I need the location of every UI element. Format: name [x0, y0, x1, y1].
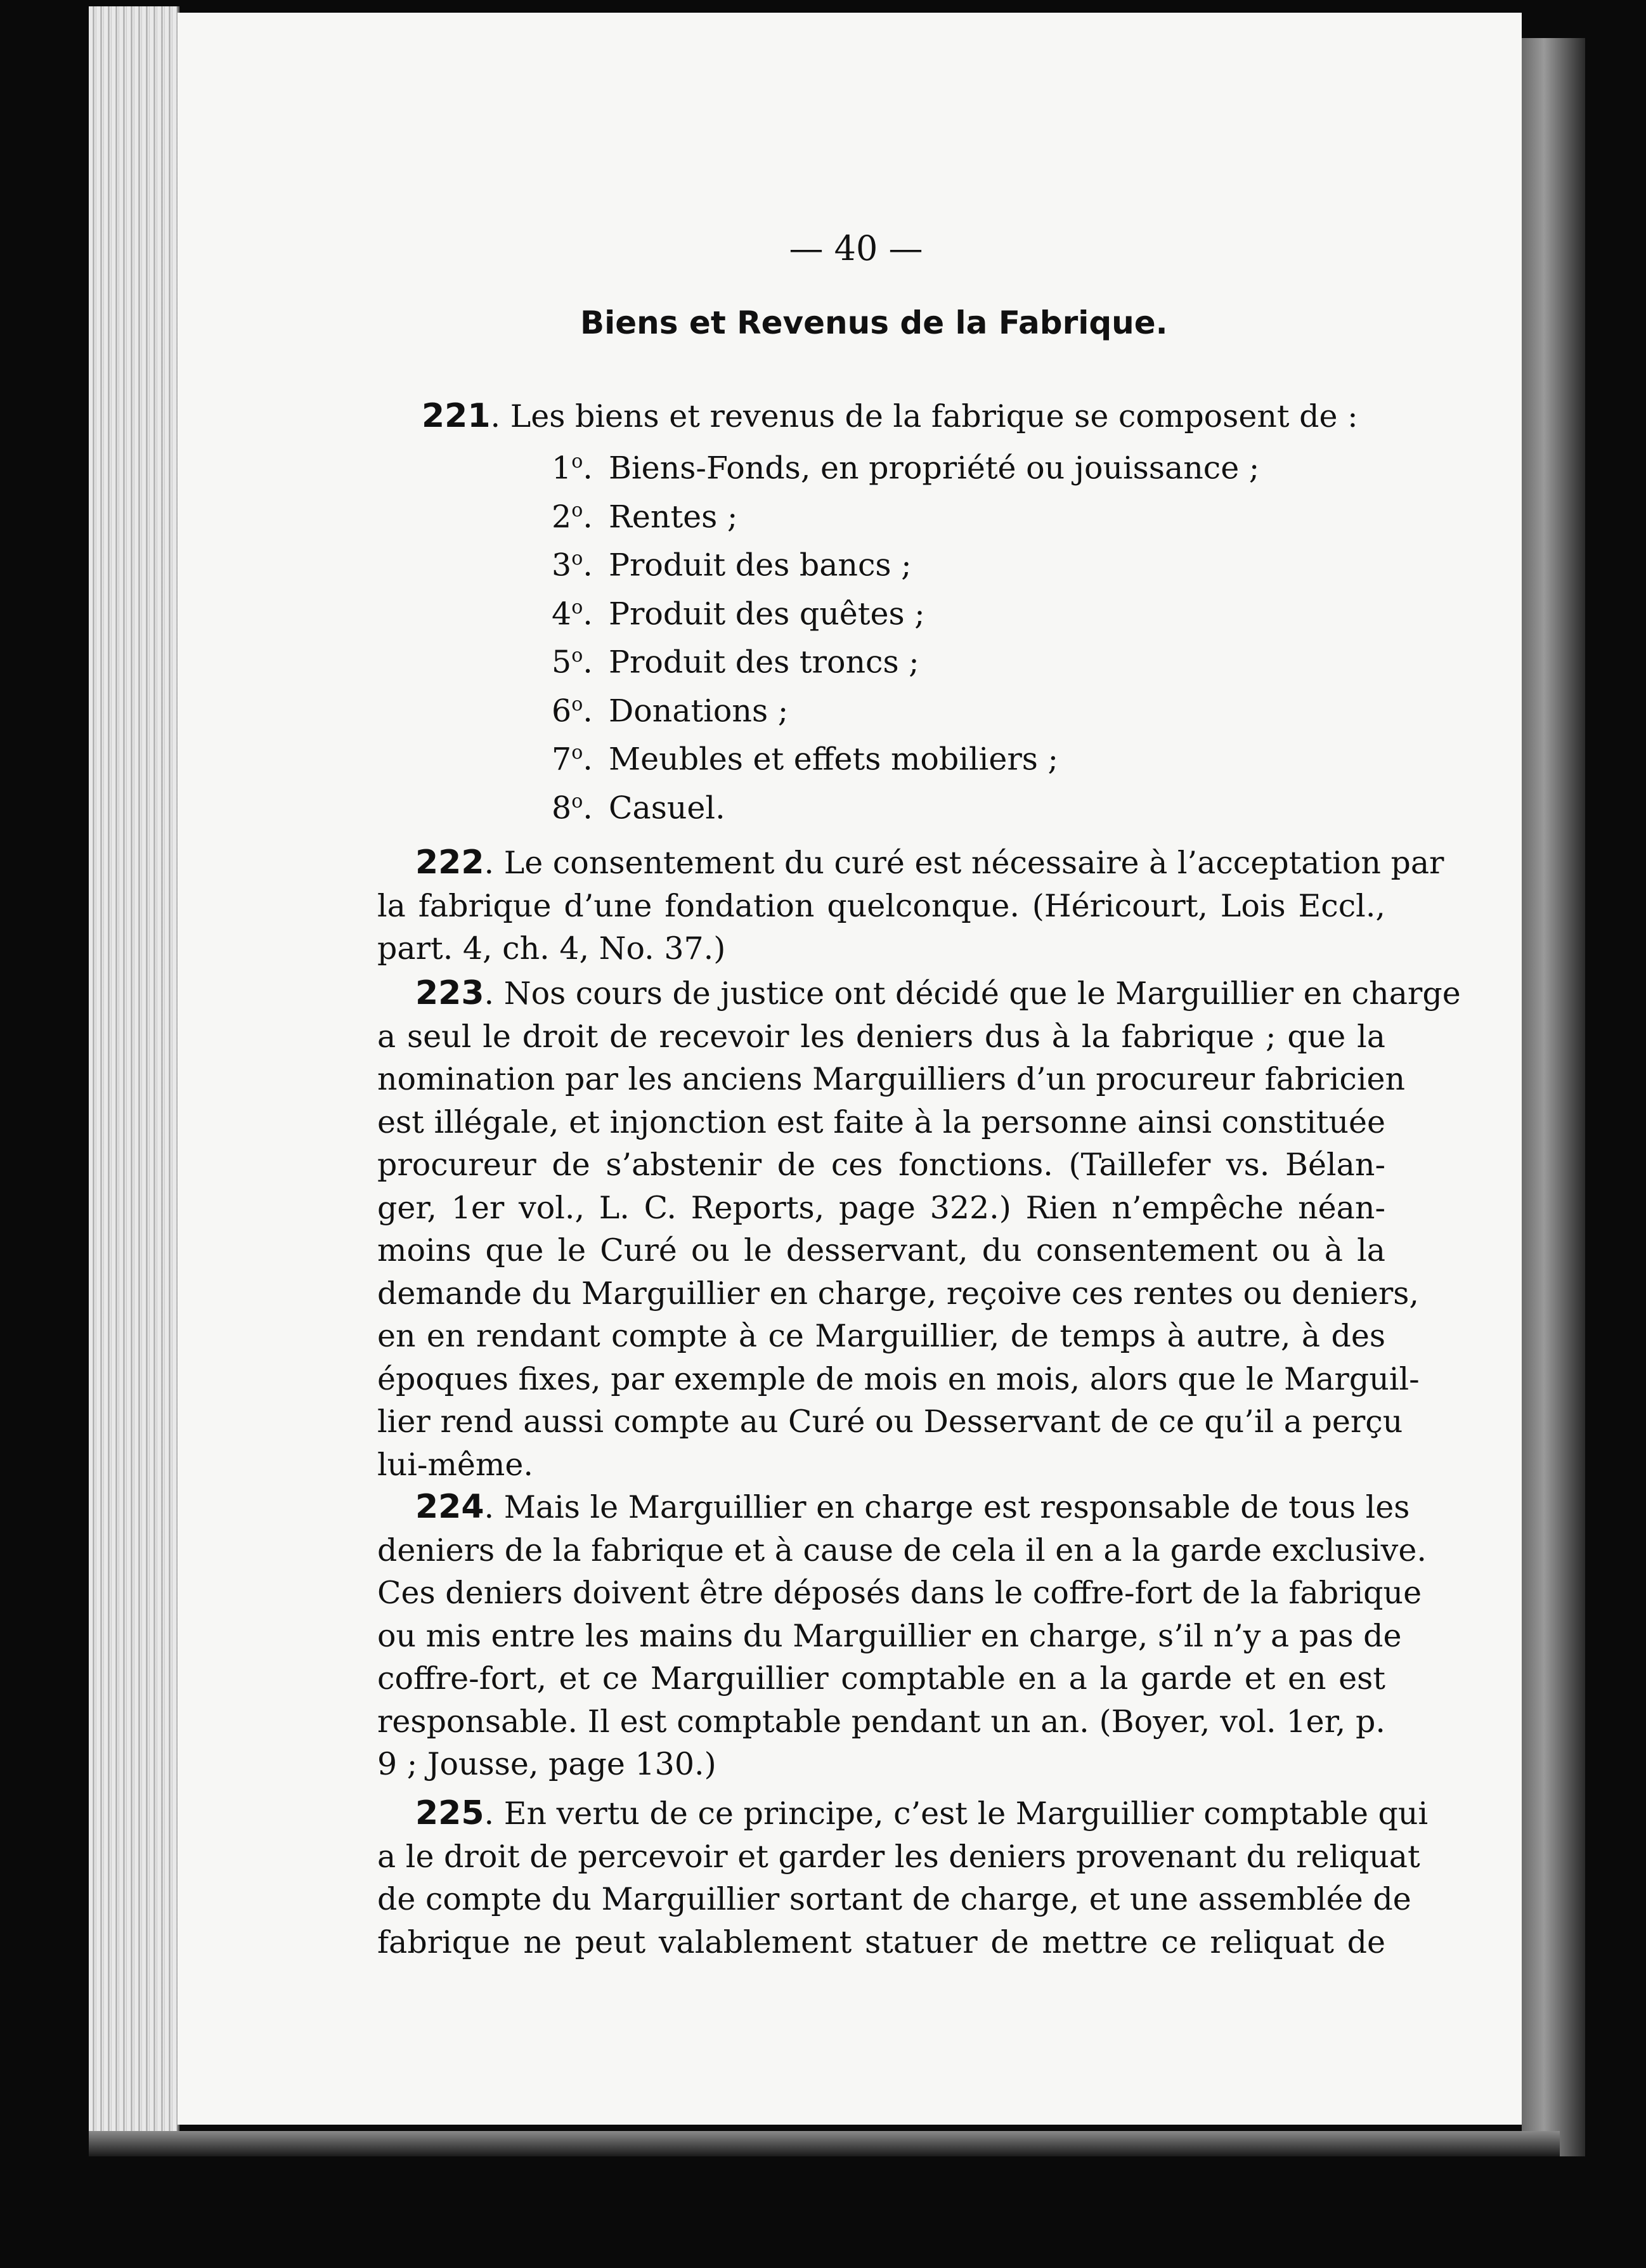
list-item: 5$^o$. Produit des troncs ; [552, 644, 919, 681]
text-line: 225. En vertu de ce principe, c’est le Marguillier comptable qui [415, 1794, 1429, 1832]
list-item: 2$^o$. Rentes ; [552, 498, 738, 535]
text-line: ger, 1er vol., L. C. Reports, page 322.) Rien n’empêche néan- [377, 1189, 1385, 1226]
page-number: — 40 — [789, 228, 923, 268]
paragraph-number: 221 [422, 397, 491, 435]
text-line: demande du Marguillier en charge, reçoive ces rentes ou deniers, [377, 1275, 1419, 1312]
text-line: a seul le droit de recevoir les deniers dus à la fabrique ; que la [377, 1018, 1385, 1055]
text-line: a le droit de percevoir et garder les deniers provenant du reliquat [377, 1838, 1420, 1875]
text-line: 224. Mais le Marguillier en charge est responsable de tous les [415, 1488, 1410, 1526]
text-line: lui-même. [377, 1446, 533, 1483]
paragraph-224 [377, 1486, 1427, 1786]
text-line: nomination par les anciens Marguilliers d’un procureur fabricien [377, 1061, 1406, 1097]
text-line: moins que le Curé ou le desservant, du consentement ou à la [377, 1232, 1385, 1268]
text-line: part. 4, ch. 4, No. 37.) [377, 930, 726, 967]
paragraph-225 [377, 1792, 1429, 1964]
text-line: est illégale, et injonction est faite à la personne ainsi constituée [377, 1104, 1385, 1140]
text-line: fabrique ne peut valablement statuer de mettre ce reliquat de [377, 1924, 1385, 1960]
list-item: 4$^o$. Produit des quêtes ; [552, 595, 925, 632]
list-item: 7$^o$. Meubles et effets mobiliers ; [552, 741, 1058, 778]
page-bottom-edge [89, 2131, 1560, 2156]
text-line: ou mis entre les mains du Marguillier en charge, s’il n’y a pas de [377, 1617, 1402, 1654]
text-line: de compte du Marguillier sortant de charge, et une assemblée de [377, 1881, 1411, 1917]
text-line: 222. Le consentement du curé est nécessaire à l’acceptation par [415, 844, 1444, 882]
text-line: deniers de la fabrique et à cause de cela il en a la garde exclusive. [377, 1532, 1427, 1568]
text-line: en en rendant compte à ce Marguillier, de temps à autre, à des [377, 1318, 1385, 1354]
text-line: procureur de s’abstenir de ces fonctions. (Taillefer vs. Bélan- [377, 1147, 1385, 1183]
paragraph-number: 223 [415, 974, 484, 1012]
text-line: 223. Nos cours de justice ont décidé que le Marguillier en charge [415, 974, 1461, 1012]
page-stack-edges [89, 6, 179, 2137]
text-line: Ces deniers doivent être déposés dans le coffre-fort de la fabrique [377, 1575, 1422, 1611]
book-gutter-shadow [1522, 38, 1585, 2156]
list-item: 8$^o$. Casuel. [552, 789, 725, 826]
text-line: lier rend aussi compte au Curé ou Desservant de ce qu’il a perçu [377, 1404, 1403, 1440]
list-item: 6$^o$. Donations ; [552, 692, 789, 729]
text-line: responsable. Il est comptable pendant un an. (Boyer, vol. 1er, p. [377, 1703, 1385, 1740]
text-line: coffre-fort, et ce Marguillier comptable en a la garde et en est [377, 1660, 1385, 1697]
text-line: 9 ; Jousse, page 130.) [377, 1746, 716, 1782]
list-item: 1$^o$. Biens-Fonds, en propriété ou jouissance ; [552, 450, 1260, 486]
paragraph-221-intro [422, 395, 1423, 438]
section-heading: Biens et Revenus de la Fabrique. [580, 304, 1168, 341]
paragraph-222 [377, 842, 1444, 970]
paragraph-text: . Les biens et revenus de la fabrique se composent de : [490, 398, 1358, 434]
text-line: la fabrique d’une fondation quelconque. (Héricourt, Lois Eccl., [377, 887, 1385, 924]
text-line: époques fixes, par exemple de mois en mois, alors que le Marguil- [377, 1360, 1420, 1397]
revenue-list [552, 438, 1312, 826]
paragraph-number: 222 [415, 844, 484, 882]
list-item: 3$^o$. Produit des bancs ; [552, 547, 912, 583]
paragraph-number: 224 [415, 1488, 484, 1526]
paragraph-223 [377, 972, 1461, 1486]
paragraph-number: 225 [415, 1794, 484, 1832]
